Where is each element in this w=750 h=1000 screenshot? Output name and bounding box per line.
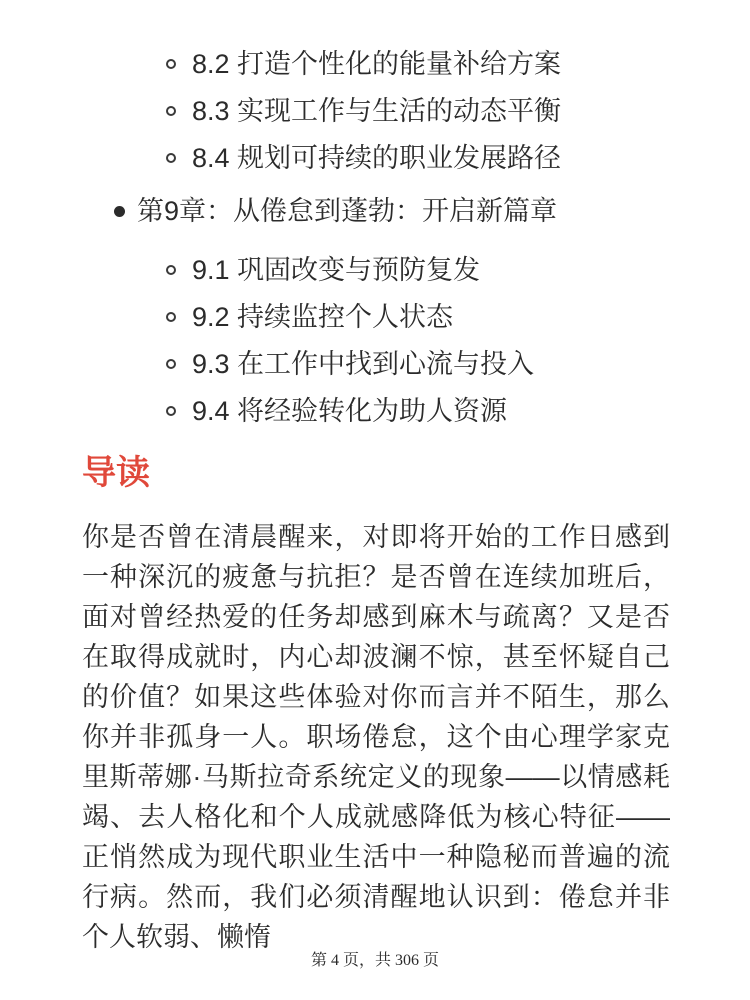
- bullet-circle-icon: [166, 359, 176, 369]
- toc-item-8-4: [82, 138, 670, 178]
- bullet-circle-icon: [166, 406, 176, 416]
- toc-chapter-9-sublist: [82, 250, 670, 431]
- toc-item-label: 8.3 实现工作与生活的动态平衡: [192, 96, 562, 126]
- toc-item-9-1: [82, 250, 670, 290]
- intro-paragraph: 你是否曾在清晨醒来，对即将开始的工作日感到一种深沉的疲惫与抗拒？是否曾在连续加班后，面对曾经热爱的任务却感到麻木与疏离？又是否在取得成就时，内心却波澜不惊，甚至怀疑自己的价值？如果这些体验对你而言并不陌生，那么你并非孤身一人。职场倦怠，这个由心理学家克里斯蒂娜·马斯拉奇系统定义的现象——以情感耗竭、去人格化和个人成就感降低为核心特征——正悄然成为现代职业生活中一种隐秘而普遍的流行病。然而，我们必须清醒地认识到：倦怠并非个人软弱、懒惰: [82, 522, 670, 952]
- toc-item-9-4: [82, 391, 670, 431]
- bullet-circle-icon: [166, 312, 176, 322]
- toc-chapter-label: 第9章：从倦怠到蓬勃：开启新篇章: [137, 196, 558, 226]
- section-heading-intro: 导读: [82, 454, 150, 492]
- toc-item-label: 9.4 将经验转化为助人资源: [192, 396, 508, 426]
- bullet-circle-icon: [166, 59, 176, 69]
- bullet-circle-icon: [166, 106, 176, 116]
- table-of-contents: [82, 44, 670, 431]
- toc-chapter-9: [82, 191, 670, 231]
- toc-item-label: 9.2 持续监控个人状态: [192, 302, 454, 332]
- toc-item-label: 9.1 巩固改变与预防复发: [192, 255, 481, 285]
- bullet-circle-icon: [166, 265, 176, 275]
- bullet-circle-icon: [166, 153, 176, 163]
- toc-item-8-2: [82, 44, 670, 84]
- page-number-indicator: 第 4 页，共 306 页: [310, 952, 439, 969]
- toc-item-8-3: [82, 91, 670, 131]
- toc-item-label: 9.3 在工作中找到心流与投入: [192, 349, 535, 379]
- toc-item-label: 8.2 打造个性化的能量补给方案: [192, 49, 562, 79]
- bullet-disc-icon: [114, 206, 125, 217]
- toc-item-9-2: [82, 297, 670, 337]
- toc-item-9-3: [82, 344, 670, 384]
- toc-item-label: 8.4 规划可持续的职业发展路径: [192, 143, 562, 173]
